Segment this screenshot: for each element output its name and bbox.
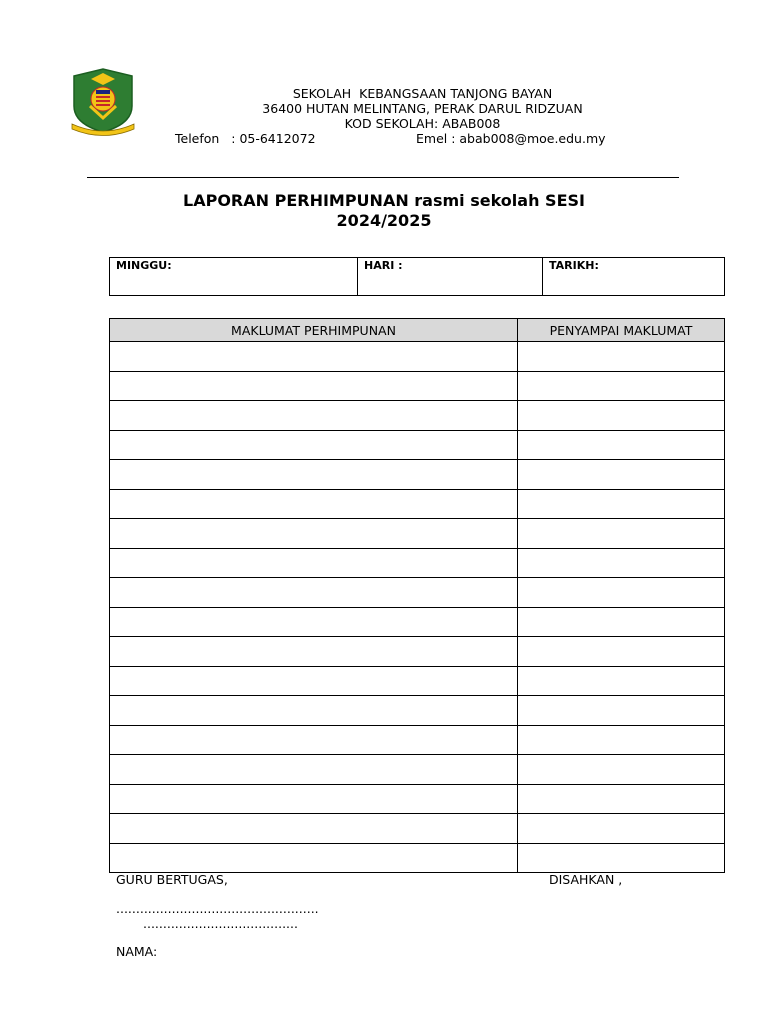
table-row	[110, 460, 725, 490]
table-row	[110, 371, 725, 401]
duty-teacher-label: GURU BERTUGAS,	[116, 872, 228, 887]
title-line-2: 2024/2025	[336, 211, 432, 230]
presenter-cell[interactable]	[518, 755, 725, 785]
presenter-cell[interactable]	[518, 814, 725, 844]
header-divider	[87, 177, 679, 178]
school-crest-logo	[68, 66, 138, 138]
table-row	[110, 489, 725, 519]
assembly-info-cell[interactable]	[110, 784, 518, 814]
table-row	[110, 342, 725, 372]
title-line-1: LAPORAN PERHIMPUNAN rasmi sekolah SESI	[183, 191, 585, 210]
school-code: KOD SEKOLAH: ABAB008	[344, 116, 501, 131]
school-name: SEKOLAH KEBANGSAAN TANJONG BAYAN	[292, 86, 553, 101]
table-row	[110, 607, 725, 637]
table-row	[110, 430, 725, 460]
contact-line	[150, 131, 695, 146]
assembly-info-cell[interactable]	[110, 696, 518, 726]
assembly-info-cell[interactable]	[110, 401, 518, 431]
assembly-info-cell[interactable]	[110, 342, 518, 372]
date-label: TARIKH:	[549, 259, 599, 272]
table-row	[110, 725, 725, 755]
table-row	[110, 637, 725, 667]
week-cell[interactable]	[110, 258, 358, 296]
assembly-info-header: MAKLUMAT PERHIMPUNAN	[110, 319, 518, 342]
email-address: Emel : abab008@moe.edu.my	[416, 131, 606, 146]
assembly-info-cell[interactable]	[110, 578, 518, 608]
day-cell[interactable]	[358, 258, 543, 296]
assembly-info-cell[interactable]	[110, 755, 518, 785]
info-table	[109, 257, 725, 296]
phone-number: Telefon : 05-6412072	[175, 131, 316, 146]
week-label: MINGGU:	[116, 259, 172, 272]
table-row	[110, 814, 725, 844]
assembly-info-cell[interactable]	[110, 637, 518, 667]
presenter-cell[interactable]	[518, 666, 725, 696]
signature-line-2: .......................................	[143, 916, 298, 931]
presenter-cell[interactable]	[518, 784, 725, 814]
presenter-cell[interactable]	[518, 489, 725, 519]
presenter-cell[interactable]	[518, 371, 725, 401]
assembly-table	[109, 318, 725, 873]
table-row	[110, 578, 725, 608]
table-row	[110, 843, 725, 873]
assembly-info-cell[interactable]	[110, 843, 518, 873]
assembly-info-cell[interactable]	[110, 548, 518, 578]
assembly-info-cell[interactable]	[110, 666, 518, 696]
assembly-info-cell[interactable]	[110, 814, 518, 844]
presenter-cell[interactable]	[518, 696, 725, 726]
day-label: HARI :	[364, 259, 403, 272]
date-cell[interactable]	[543, 258, 725, 296]
table-row	[110, 548, 725, 578]
presenter-cell[interactable]	[518, 607, 725, 637]
assembly-info-cell[interactable]	[110, 725, 518, 755]
presenter-cell[interactable]	[518, 843, 725, 873]
table-row	[110, 784, 725, 814]
presenter-cell[interactable]	[518, 342, 725, 372]
table-row	[110, 755, 725, 785]
table-row	[110, 666, 725, 696]
table-row	[110, 696, 725, 726]
presenter-cell[interactable]	[518, 430, 725, 460]
assembly-info-cell[interactable]	[110, 489, 518, 519]
assembly-info-cell[interactable]	[110, 460, 518, 490]
presenter-cell[interactable]	[518, 519, 725, 549]
page-title	[90, 191, 678, 231]
presenter-cell[interactable]	[518, 460, 725, 490]
school-address: 36400 HUTAN MELINTANG, PERAK DARUL RIDZUAN	[262, 101, 583, 116]
presenter-header: PENYAMPAI MAKLUMAT	[518, 319, 725, 342]
assembly-info-cell[interactable]	[110, 519, 518, 549]
presenter-cell[interactable]	[518, 725, 725, 755]
presenter-cell[interactable]	[518, 548, 725, 578]
assembly-info-cell[interactable]	[110, 430, 518, 460]
presenter-cell[interactable]	[518, 578, 725, 608]
school-header	[150, 86, 695, 146]
name-label: NAMA:	[116, 944, 158, 959]
table-row	[110, 401, 725, 431]
table-row	[110, 519, 725, 549]
assembly-info-cell[interactable]	[110, 607, 518, 637]
school-crest-icon	[68, 66, 138, 138]
assembly-info-cell[interactable]	[110, 371, 518, 401]
presenter-cell[interactable]	[518, 637, 725, 667]
presenter-cell[interactable]	[518, 401, 725, 431]
approved-label: DISAHKAN ,	[549, 872, 623, 887]
signature-line-1: ...................................................	[116, 901, 319, 916]
